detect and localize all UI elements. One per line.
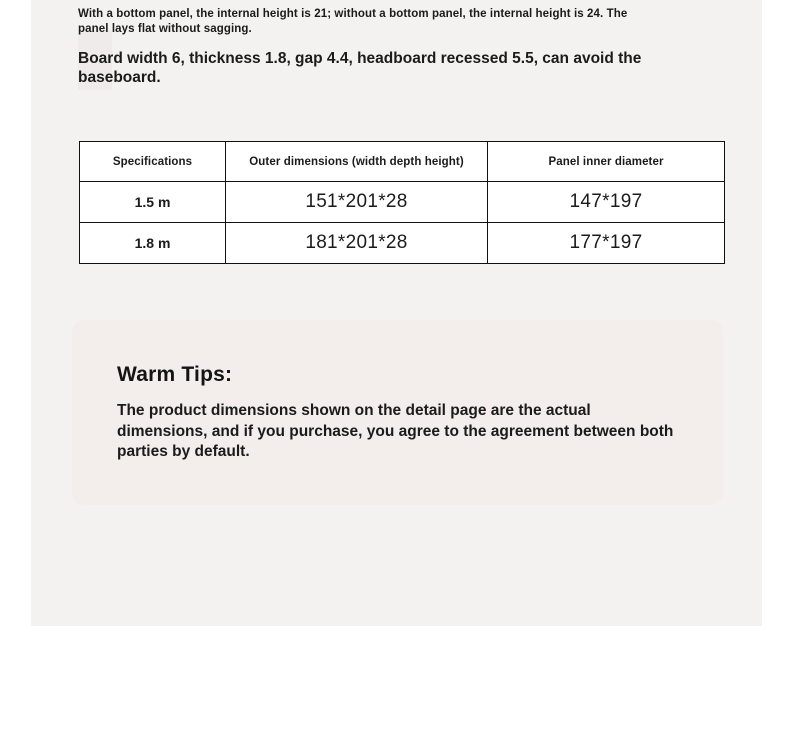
table-header xyxy=(80,142,725,182)
table-header-panel-inner-diameter: Panel inner diameter xyxy=(488,142,725,182)
table-body xyxy=(80,182,725,264)
specifications-table xyxy=(79,141,725,264)
table-row xyxy=(80,182,725,223)
table-cell-outer: 151*201*28 xyxy=(226,182,488,223)
table-header-outer-dimensions: Outer dimensions (width depth height) xyxy=(226,142,488,182)
content-background-panel xyxy=(31,0,762,626)
table-cell-spec: 1.8 m xyxy=(80,223,226,264)
table-cell-spec: 1.5 m xyxy=(80,182,226,223)
warm-tips-body: The product dimensions shown on the detail page are the actual dimensions, and if you purchase, you agree to the agreement between both parties by default. xyxy=(117,402,674,460)
table-cell-inner: 177*197 xyxy=(488,223,725,264)
table-header-specifications: Specifications xyxy=(80,142,226,182)
table-header-row xyxy=(80,142,725,182)
intro-large-text: Board width 6, thickness 1.8, gap 4.4, headboard recessed 5.5, can avoid the baseboard. xyxy=(78,50,642,86)
table-cell-outer: 181*201*28 xyxy=(226,223,488,264)
intro-small-text: With a bottom panel, the internal height is 21; without a bottom panel, the internal height is 24. The panel lays flat without sagging. xyxy=(78,8,628,35)
table-cell-inner: 147*197 xyxy=(488,182,725,223)
table-row xyxy=(80,223,725,264)
warm-tips-title: Warm Tips: xyxy=(117,363,233,386)
